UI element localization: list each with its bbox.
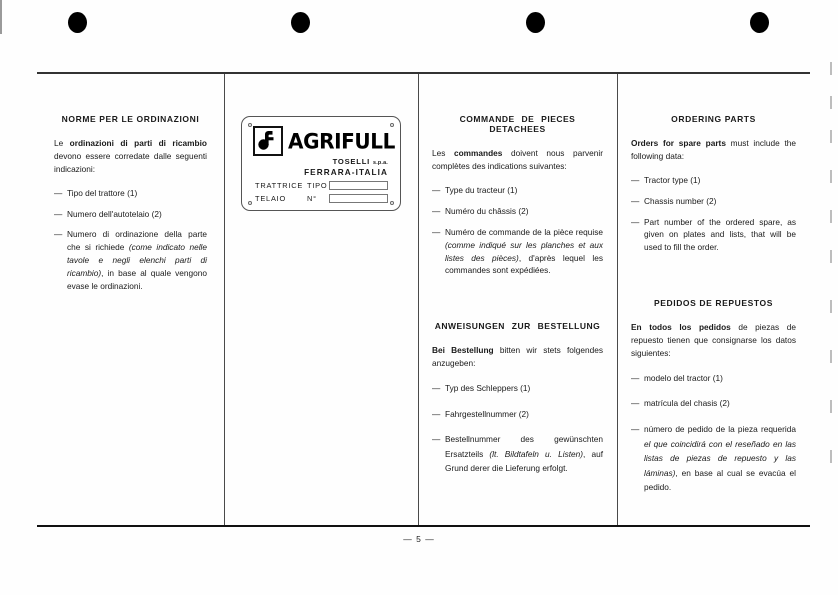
plate-input-tractor-type[interactable] (329, 181, 388, 190)
plate-company-text: TOSELLI (332, 157, 371, 166)
french-item-3-italic: (comme indiqué sur les planches et aux listes des pièces) (445, 239, 603, 263)
french-item-1: Type du tracteur (1) (445, 185, 518, 196)
scan-edge-tick (830, 62, 832, 75)
english-intro-bold: Orders for spare parts (631, 138, 726, 149)
plate-field-row-type (242, 181, 400, 190)
italian-item-2: Numero dell'autotelaio (2) (67, 208, 162, 219)
section-italian (37, 74, 224, 525)
list-item (54, 187, 207, 200)
plate-city: FERRARA-ITALIA (304, 168, 388, 177)
french-item-3-pre: Numéro de commande de la pièce requise (445, 226, 603, 237)
english-item-1: Tractor type (1) (644, 174, 701, 185)
page-content-frame (37, 72, 810, 527)
list-item (631, 216, 796, 255)
list-item (631, 174, 796, 187)
section-english-spanish (617, 74, 810, 525)
scan-edge-tick (830, 350, 832, 363)
english-item-list (631, 174, 796, 254)
spanish-item-3-post: , en base al cual se evacúa el pedido. (644, 467, 796, 493)
italian-item-3-italic: (come indicato nelle tavole e negli elenchi parti di ricambio) (67, 242, 207, 279)
spanish-item-3-pre: número de pedido de la pieza requerida (644, 424, 796, 434)
plate-label-trattrice: TRATTRICE (255, 181, 304, 190)
spanish-intro (631, 321, 796, 360)
plate-label-numero: N° (307, 194, 317, 203)
plate-label-tipo: TIPO (307, 181, 328, 190)
italian-intro (54, 137, 207, 176)
french-item-3-post: , d'après lequel les commandes sont expédiées. (445, 252, 603, 276)
language-block-gap (631, 262, 796, 298)
section-nameplate (224, 74, 418, 525)
german-item-3-pre: Bestellnummer des gewünschten Ersatzteils (445, 434, 603, 459)
german-item-2: Fahrgestellnummer (2) (445, 408, 529, 419)
english-item-3-pre: Part number of the ordered spare, as given on plates and lists, that will be used to fill the order. (644, 216, 796, 253)
plate-brand-row (242, 117, 400, 156)
brand-wordmark: AGRIFULL (288, 128, 395, 154)
plate-company-suffix: s.p.a. (373, 160, 388, 166)
german-heading: ANWEISUNGEN ZUR BESTELLUNG (434, 321, 601, 332)
list-item (432, 226, 603, 277)
list-item (631, 195, 796, 208)
english-intro (631, 137, 796, 163)
spanish-intro-bold: En todos los pedidos (631, 322, 731, 333)
list-item (54, 208, 207, 221)
english-item-2: Chassis number (2) (644, 195, 717, 206)
tractor-identification-plate (241, 116, 401, 211)
spanish-item-2: matrícula del chasis (2) (644, 398, 730, 409)
binder-hole (750, 12, 769, 33)
plate-label-telaio: TELAIO (255, 194, 287, 203)
language-block-gap (432, 285, 603, 321)
plate-company-name (242, 157, 388, 166)
english-heading: ORDERING PARTS (671, 114, 756, 124)
scan-edge-tick (830, 300, 832, 313)
italian-heading: NORME PER LE ORDINAZIONI (61, 114, 200, 124)
binder-hole (291, 12, 310, 33)
spanish-item-3-italic: el que coincidirá con el reseñado en las listas de piezas de repuesto y las láminas) (644, 438, 796, 478)
page-number: — 5 — (403, 534, 435, 544)
scan-edge-tick (830, 130, 832, 143)
plate-field-row-chassis (242, 194, 400, 203)
scan-edge-tick (830, 250, 832, 263)
list-item (631, 422, 796, 495)
german-item-3-italic: (lt. Bildtafeln u. Listen) (489, 448, 584, 459)
italian-intro-lead: Le (54, 138, 70, 149)
scan-edge-artifact (0, 0, 2, 34)
plate-input-chassis-number[interactable] (329, 194, 388, 203)
spanish-intro-tail: de piezas de repuesto tienen que consignarse los datos siguientes: (631, 322, 796, 359)
italian-intro-tail: devono essere corredate dalle seguenti indicazioni: (54, 151, 207, 174)
list-item (432, 184, 603, 197)
french-intro-tail: doivent nous parvenir complètes des indications suivantes: (432, 148, 603, 172)
french-item-list (432, 184, 603, 277)
scan-edge-tick (830, 170, 832, 183)
list-item (432, 205, 603, 218)
french-item-2: Numéro du châssis (2) (445, 205, 529, 216)
italian-item-1: Tipo del trattore (1) (67, 187, 138, 198)
german-item-1: Typ des Schleppers (1) (445, 383, 531, 394)
spanish-item-list (631, 371, 796, 495)
list-item (631, 371, 796, 386)
french-intro (432, 147, 603, 173)
screw-hole-icon (248, 201, 252, 205)
scan-edge-tick (830, 450, 832, 463)
screw-hole-icon (390, 123, 394, 127)
spanish-heading: PEDIDOS DE REPUESTOS (653, 298, 774, 309)
list-item (432, 407, 603, 422)
list-item (432, 432, 603, 476)
screw-hole-icon (248, 123, 252, 127)
german-intro (432, 344, 603, 370)
frame-bottom-rule (37, 525, 810, 527)
english-intro-tail: must include the following data: (631, 138, 796, 162)
italian-item-3-pre: Numero di ordinazione della parte che si richiede (67, 229, 207, 253)
french-intro-bold: commandes (454, 148, 503, 159)
italian-item-list (54, 187, 207, 293)
list-item (54, 228, 207, 292)
scan-edge-tick (830, 400, 832, 413)
scan-edge-tick (830, 210, 832, 223)
german-intro-bold: Bei Bestellung (432, 345, 494, 356)
agrifull-af-monogram-icon (253, 126, 283, 156)
french-heading: COMMANDE DE PIECES DETACHEES (459, 114, 576, 135)
plate-company-block (242, 157, 400, 177)
italian-intro-bold: ordinazioni di parti di ricambio (69, 138, 207, 149)
italian-item-3-post: , in base al quale vengono evase le ordinazioni. (67, 268, 207, 291)
spanish-item-1: modelo del tractor (1) (644, 372, 723, 383)
german-item-3-post: , auf Grund derer die Lieferung erfolgt. (445, 448, 603, 474)
list-item (631, 396, 796, 411)
list-item (432, 381, 603, 396)
binder-hole (526, 12, 545, 33)
german-intro-tail: bitten wir stets folgendes anzugeben: (432, 345, 603, 369)
german-item-list (432, 381, 603, 476)
scan-edge-tick (830, 96, 832, 109)
french-intro-lead: Les (432, 148, 454, 159)
binder-hole (68, 12, 87, 33)
section-french-german (418, 74, 617, 525)
screw-hole-icon (390, 201, 394, 205)
